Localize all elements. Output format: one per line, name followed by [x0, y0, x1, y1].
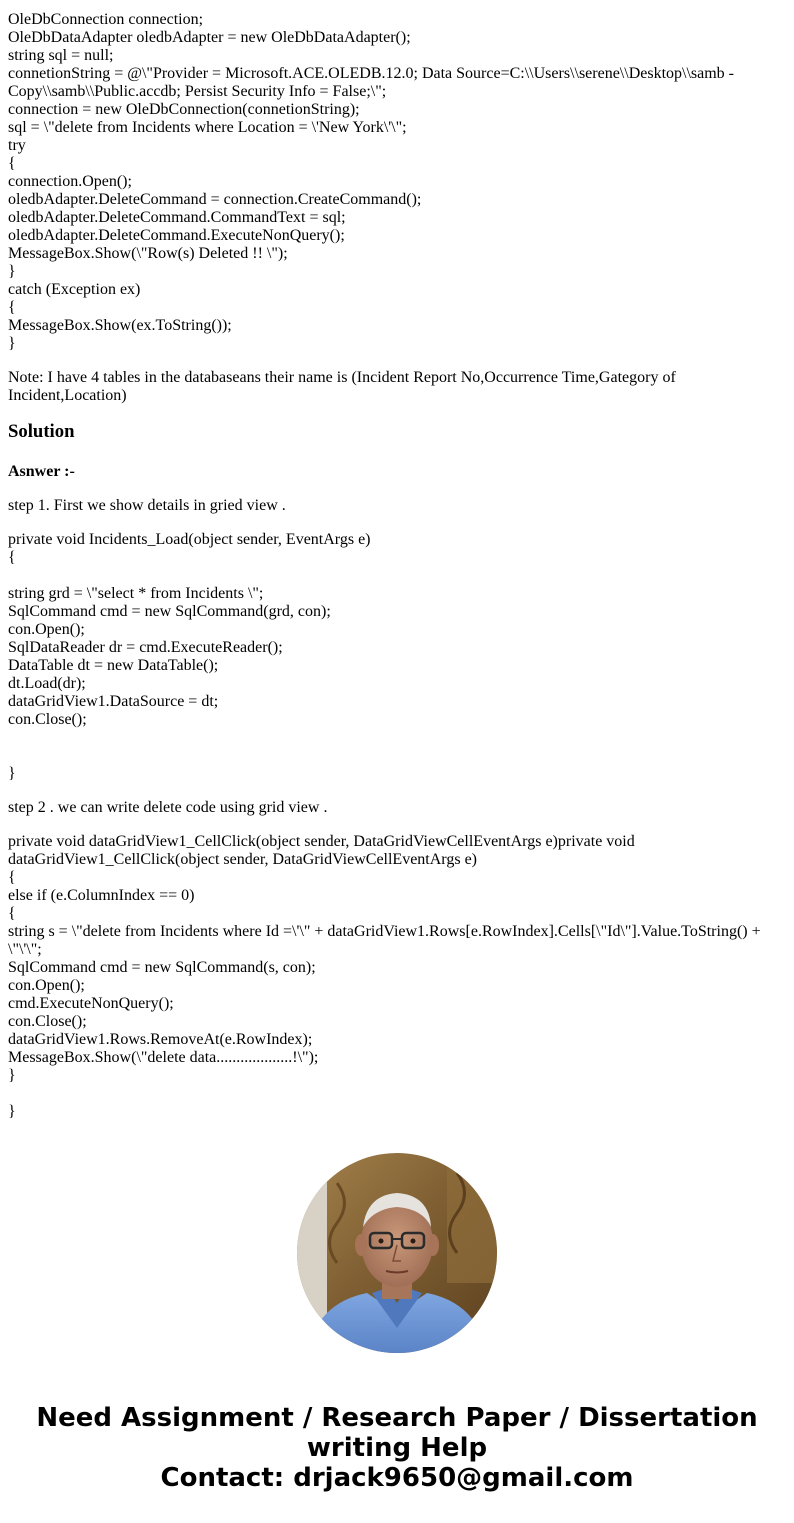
code-line: {: [8, 299, 16, 316]
code-line: }: [8, 1103, 16, 1120]
code-line: else if (e.ColumnIndex == 0): [8, 887, 195, 904]
code-line: [8, 567, 778, 585]
code-line: oledbAdapter.DeleteCommand = connection.CreateCommand();: [8, 191, 422, 208]
code-line: string s = \"delete from Incidents where Id =\'\" + dataGridView1.Rows[e.RowIndex].Cells[\"Id\"].Value.ToString() + \"\'\";: [8, 923, 765, 958]
code-line: MessageBox.Show(ex.ToString());: [8, 317, 232, 334]
code-line: oledbAdapter.DeleteCommand.ExecuteNonQuery();: [8, 227, 345, 244]
code-line: OleDbConnection connection;: [8, 11, 204, 28]
code-line: oledbAdapter.DeleteCommand.CommandText = sql;: [8, 209, 346, 226]
code-line: dataGridView1.Rows.RemoveAt(e.RowIndex);: [8, 1031, 313, 1048]
code-line: }: [8, 263, 16, 280]
code-line: MessageBox.Show(\"Row(s) Deleted !! \");: [8, 245, 288, 262]
answer-label: Asnwer :-: [8, 463, 75, 480]
code-line: connetionString = @\"Provider = Microsoft.ACE.OLEDB.12.0; Data Source=C:\\Users\\serene\\Desktop\\samb - Copy\\samb\\Public.accdb; Persist Security Info = False;\";: [8, 65, 739, 100]
code-line: [8, 1085, 778, 1103]
footer-line-1: Need Assignment / Research Paper / Dissertation: [36, 1403, 758, 1433]
code-line: try: [8, 137, 26, 154]
code-line: cmd.ExecuteNonQuery();: [8, 995, 174, 1012]
code-line: [8, 729, 778, 747]
code-line: connection.Open();: [8, 173, 132, 190]
code-line: SqlCommand cmd = new SqlCommand(s, con);: [8, 959, 316, 976]
question-code: [8, 11, 778, 353]
code-line: [8, 747, 778, 765]
step2-code: [8, 833, 778, 1121]
code-line: private void dataGridView1_CellClick(object sender, DataGridViewCellEventArgs e)private void dataGridView1_CellClick(object sender, DataGridViewCellEventArgs e): [8, 833, 639, 868]
code-line: sql = \"delete from Incidents where Location = \'New York\'\";: [8, 119, 407, 136]
code-line: string grd = \"select * from Incidents \";: [8, 585, 264, 602]
code-line: MessageBox.Show(\"delete data...................!\");: [8, 1049, 319, 1066]
code-line: dt.Load(dr);: [8, 675, 86, 692]
code-line: }: [8, 335, 16, 352]
portrait-illustration: [297, 1153, 497, 1353]
code-line: {: [8, 549, 16, 566]
step2-text: step 2 . we can write delete code using grid view .: [8, 799, 328, 816]
code-line: DataTable dt = new DataTable();: [8, 657, 219, 674]
code-line: con.Close();: [8, 711, 87, 728]
code-line: connection = new OleDbConnection(connetionString);: [8, 101, 360, 118]
footer-contact: [0, 1403, 794, 1493]
code-line: {: [8, 869, 16, 886]
step1-code: [8, 531, 778, 783]
code-line: private void Incidents_Load(object sender, EventArgs e): [8, 531, 371, 548]
code-line: con.Close();: [8, 1013, 87, 1030]
partial-top-line: [8, 0, 778, 11]
code-line: catch (Exception ex): [8, 281, 141, 298]
code-line: OleDbDataAdapter oledbAdapter = new OleDbDataAdapter();: [8, 29, 411, 46]
document-body: [8, 0, 778, 1121]
code-line: SqlCommand cmd = new SqlCommand(grd, con);: [8, 603, 331, 620]
code-line: string sql = null;: [8, 47, 114, 64]
footer-line-2: writing Help: [306, 1433, 488, 1463]
code-line: con.Open();: [8, 621, 85, 638]
author-avatar: [297, 1153, 497, 1353]
footer-contact-email: Contact: drjack9650@gmail.com: [160, 1463, 634, 1493]
code-line: dataGridView1.DataSource = dt;: [8, 693, 219, 710]
code-line: con.Open();: [8, 977, 85, 994]
code-line: }: [8, 1067, 16, 1084]
code-line: SqlDataReader dr = cmd.ExecuteReader();: [8, 639, 283, 656]
solution-heading: Solution: [8, 421, 75, 442]
code-line: {: [8, 905, 16, 922]
code-line: }: [8, 765, 16, 782]
step1-text: step 1. First we show details in gried view .: [8, 497, 286, 514]
code-line: {: [8, 155, 16, 172]
question-note: Note: I have 4 tables in the databaseans their name is (Incident Report No,Occurrence Time,Gategory of Incident,Location): [8, 369, 680, 404]
